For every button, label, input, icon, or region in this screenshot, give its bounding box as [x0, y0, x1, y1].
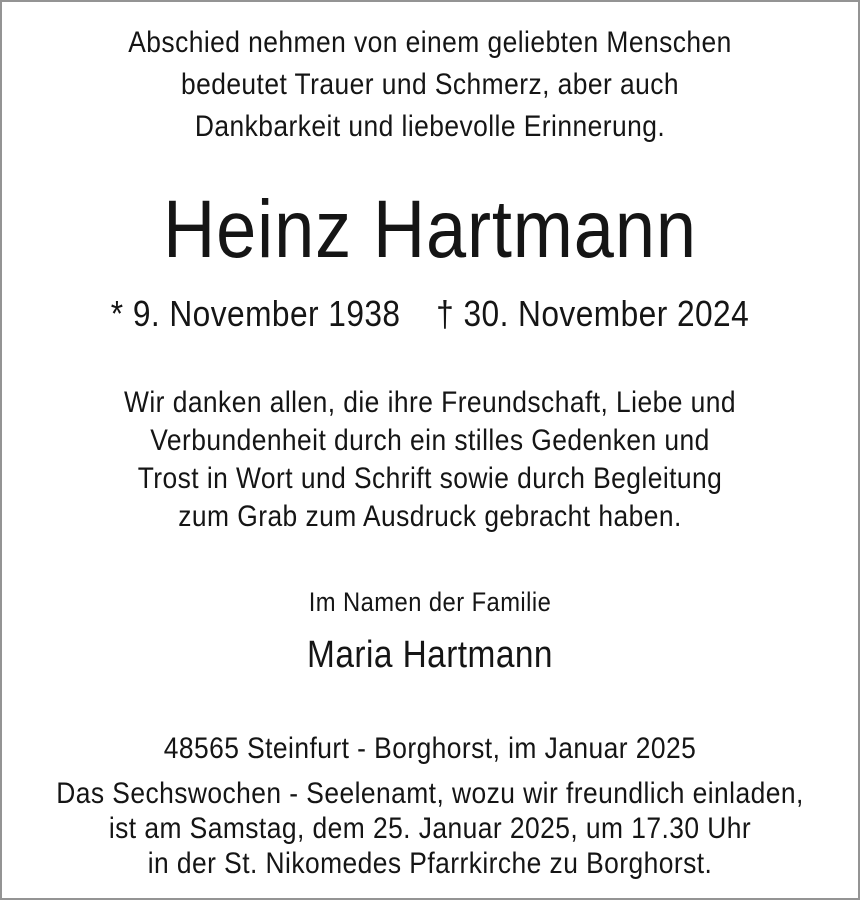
epigraph-line: Dankbarkeit und liebevolle Erinnerung. — [194, 110, 666, 143]
birth-date: * 9. November 1938 — [110, 293, 401, 334]
thanks-line: Wir danken allen, die ihre Freundschaft, Liebe und — [124, 386, 736, 419]
deceased-name: Heinz Hartmann — [163, 184, 697, 275]
place-date-line: 48565 Steinfurt - Borghorst, im Januar 2025 — [163, 732, 697, 765]
thanks-line: zum Grab zum Ausdruck gebracht haben. — [178, 500, 682, 533]
service-announcement — [53, 776, 806, 881]
death-date: † 30. November 2024 — [436, 293, 750, 334]
service-line: ist am Samstag, dem 25. Januar 2025, um 17.30 Uhr — [108, 812, 752, 845]
life-dates — [53, 292, 806, 336]
thanks-paragraph — [53, 384, 806, 536]
epigraph-line: Abschied nehmen von einem geliebten Menschen — [128, 26, 732, 59]
thanks-line: Trost in Wort und Schrift sowie durch Begleitung — [137, 462, 723, 495]
service-line: in der St. Nikomedes Pfarrkirche zu Borghorst. — [147, 847, 713, 880]
family-intro: Im Namen der Familie — [308, 587, 552, 617]
epigraph-line: bedeutet Trauer und Schmerz, aber auch — [180, 68, 680, 101]
epigraph — [53, 22, 806, 148]
service-line: Das Sechswochen - Seelenamt, wozu wir freundlich einladen, — [56, 777, 804, 810]
family-name: Maria Hartmann — [307, 634, 553, 676]
thanks-line: Verbundenheit durch ein stilles Gedenken und — [150, 424, 710, 457]
